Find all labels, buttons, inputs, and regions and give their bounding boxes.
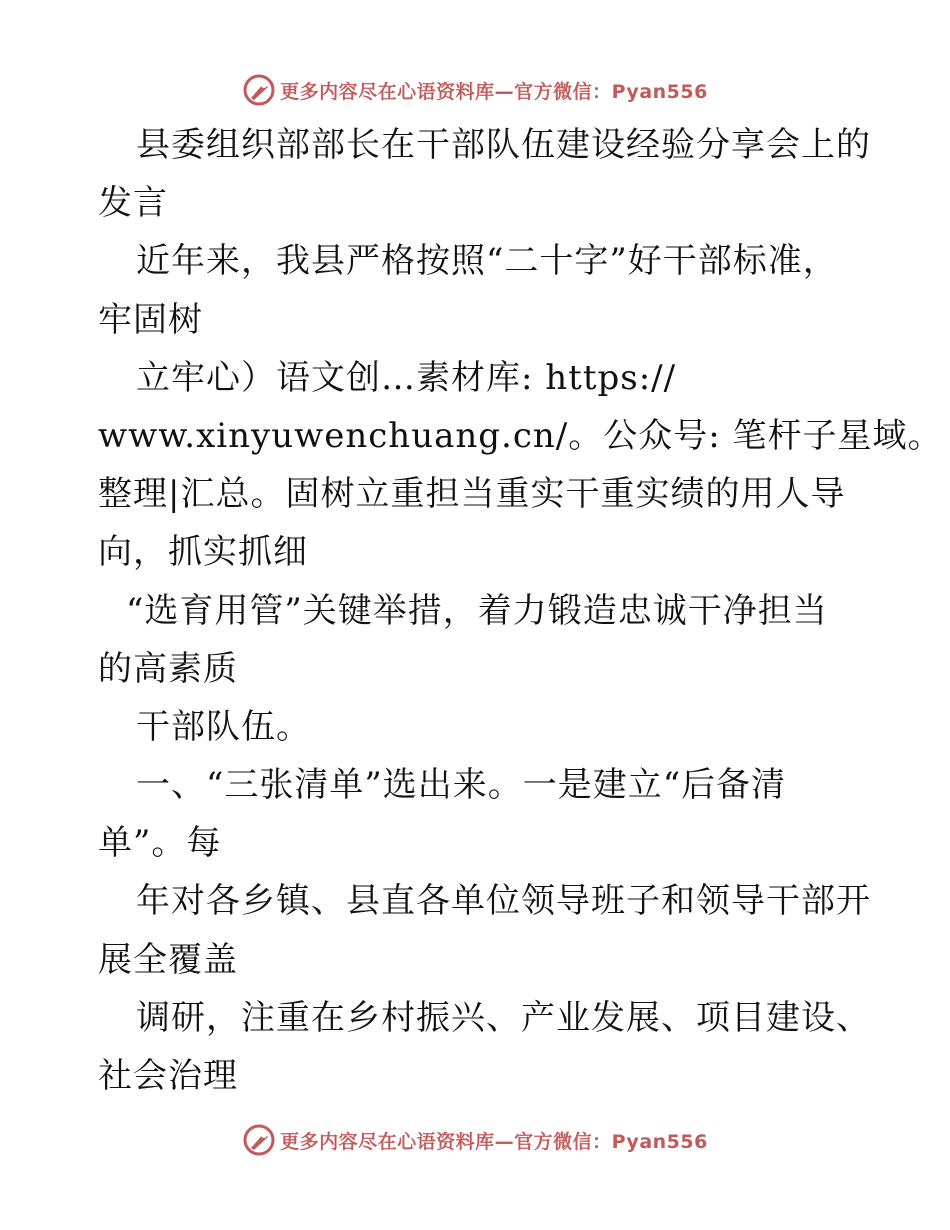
pen-nib-logo-icon (242, 1123, 276, 1157)
footer-banner-text: 更多内容尽在心语资料库—官方微信：Pyan556 (280, 1130, 708, 1153)
text-line: 近年来，我县严格按照“二十字”好干部标准， (136, 241, 838, 282)
text-line: 向，抓实抓细 (98, 532, 308, 573)
text-line: 一、“三张清单”选出来。一是建立“后备清 (136, 765, 787, 806)
text-line: 干部队伍。 (136, 706, 311, 747)
text-line: 整理|汇总。固树立重担当重实干重实绩的用人导 (98, 474, 846, 515)
pen-nib-logo-icon (242, 73, 276, 107)
footer-banner (0, 1120, 950, 1160)
header-banner-text: 更多内容尽在心语资料库—官方微信：Pyan556 (280, 80, 708, 103)
text-line: 牢固树 (98, 299, 203, 340)
document-body (98, 116, 943, 1105)
text-line: 社会治理 (98, 1056, 238, 1096)
text-line: www.xinyuwenchuang.cn/。公众号: 笔杆子星域。 (98, 415, 943, 456)
text-line: 年对各乡镇、县直各单位领导班子和领导干部开 (136, 881, 871, 922)
header-banner (0, 70, 950, 110)
text-line: 单”。每 (98, 823, 222, 864)
text-line: 发言 (98, 183, 168, 224)
text-line: “选育用管”关键举措，着力锻造忠诚干净担当 (126, 590, 828, 631)
text-line: 立牢心）语文创…素材库: https:// (136, 357, 677, 398)
text-line: 调研，注重在乡村振兴、产业发展、项目建设、 (136, 997, 871, 1038)
text-line: 的高素质 (98, 648, 238, 689)
text-line: 展全覆盖 (98, 939, 238, 980)
text-line: 县委组织部部长在干部队伍建设经验分享会上的 (136, 125, 871, 165)
